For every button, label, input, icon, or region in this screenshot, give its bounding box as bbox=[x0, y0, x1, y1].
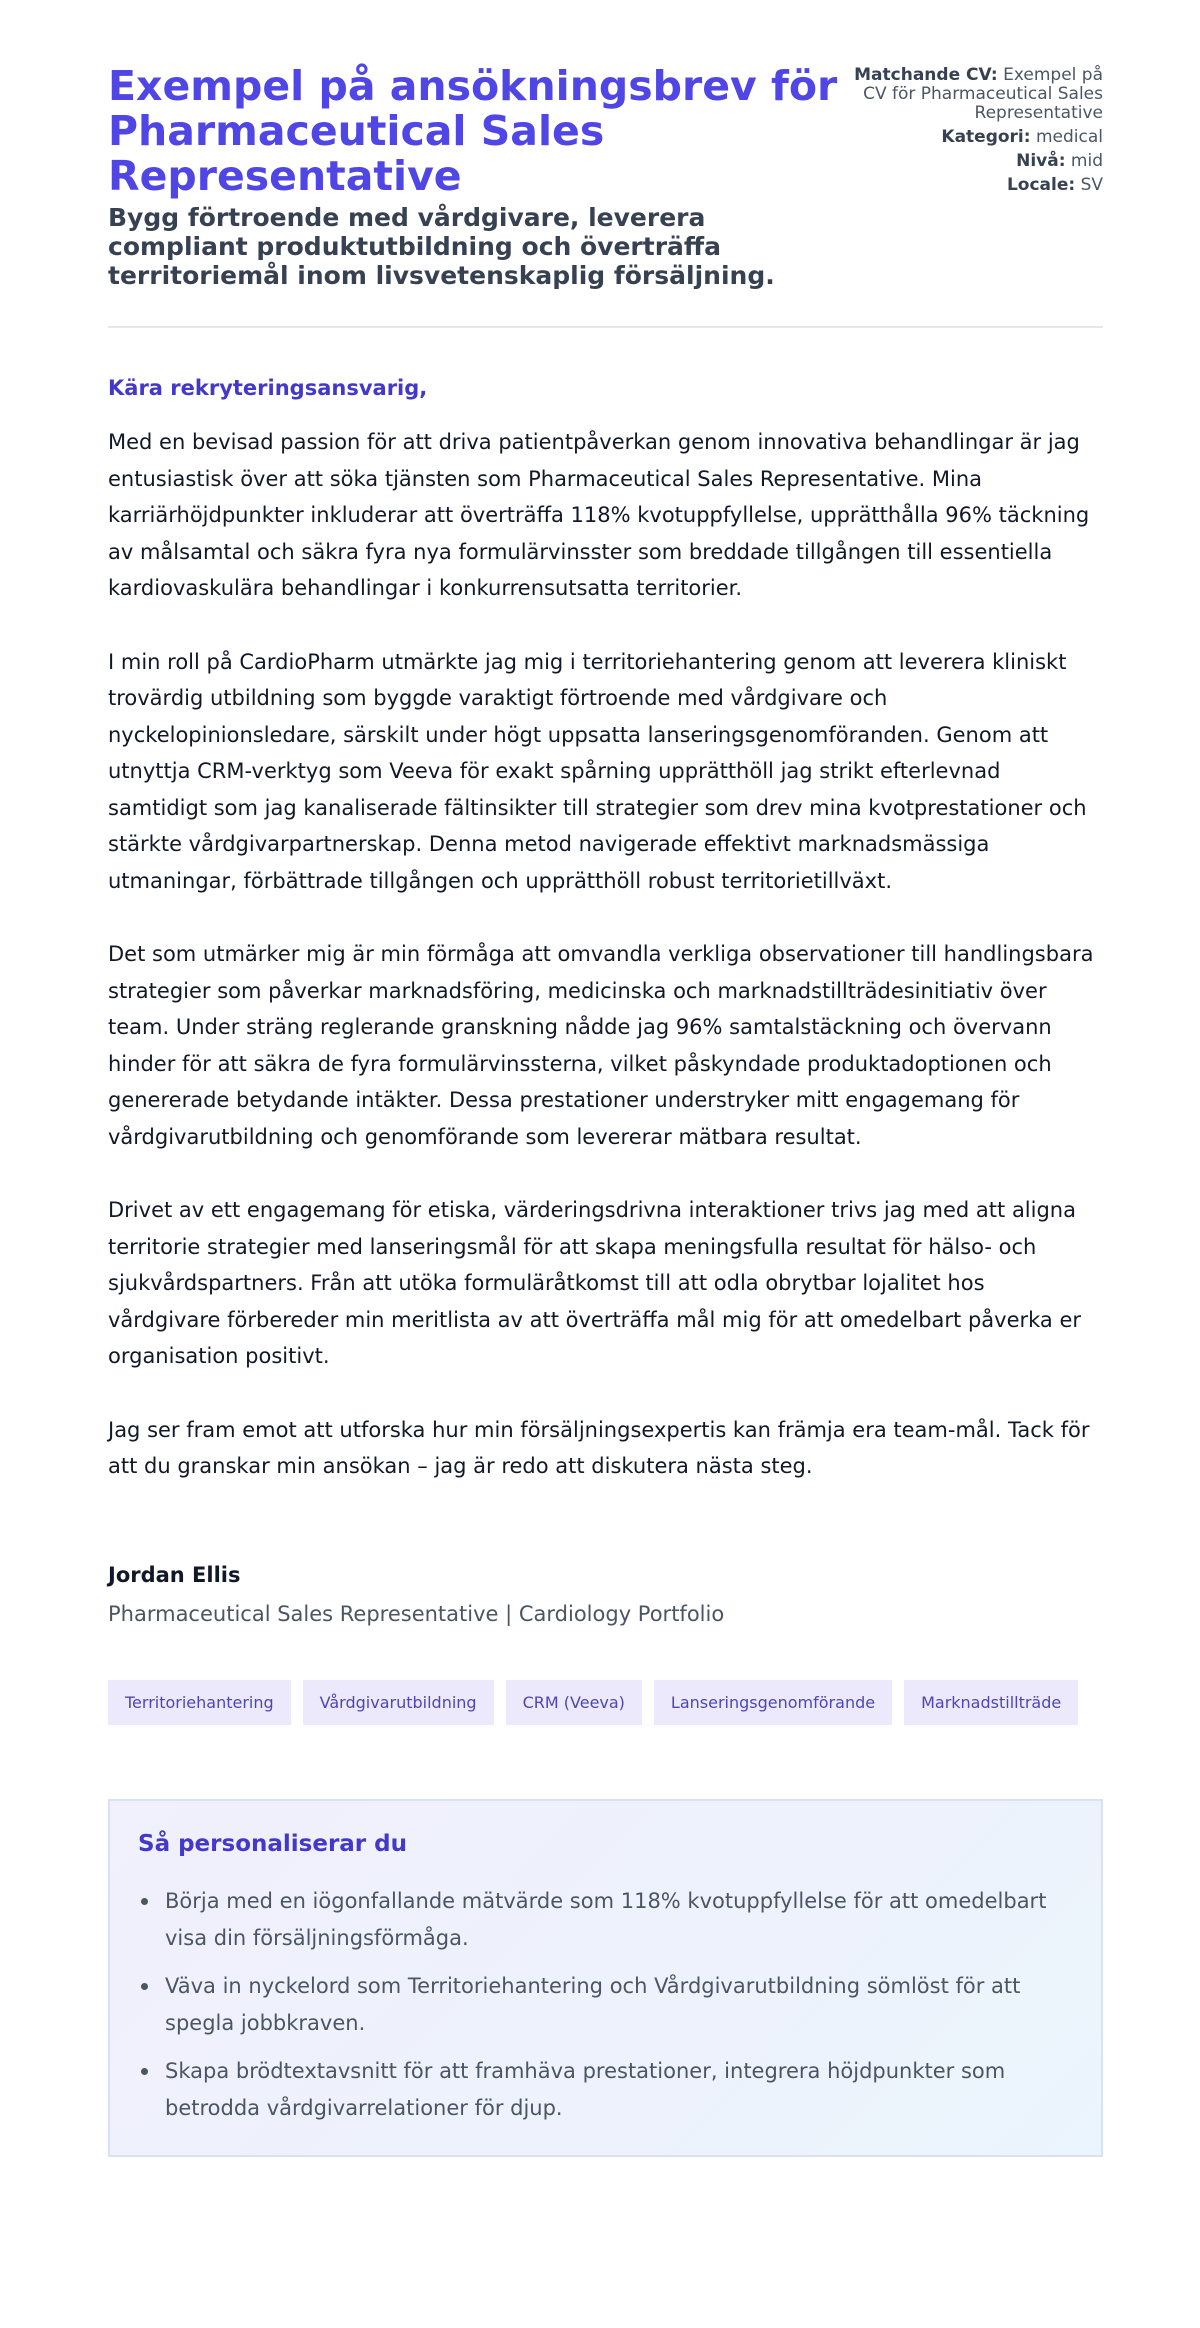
tips-item bbox=[138, 2053, 1073, 2127]
meta-category bbox=[853, 128, 1103, 147]
skill-tag[interactable]: CRM (Veeva) bbox=[506, 1680, 642, 1725]
personalization-tips bbox=[108, 1799, 1103, 2157]
meta-key: Matchande CV: bbox=[854, 65, 998, 85]
tips-item-text: Väva in nyckelord som Territoriehantering och Vårdgivarutbildning sömlöst för att spegla jobbkraven. bbox=[165, 1973, 1021, 2035]
letter-body bbox=[108, 328, 1103, 1485]
meta-value: mid bbox=[1070, 151, 1103, 171]
skill-tag[interactable]: Marknadstillträde bbox=[904, 1680, 1078, 1725]
letter-paragraph: Det som utmärker mig är min förmåga att omvandla verkliga observationer till handlingsbara strategier som påverkar marknadsföring, medicinska och marknadstillträdesinitiativ över team. Under sträng reglerande granskning nådde jag 96% samtalstäckning och övervann hinder för att säkra de fyra formulärvinssterna, vilket påskyndade produktadoptionen och genererade betydande intäkter. Dessa prestationer understryker mitt engagemang för vårdgivarutbildning och genomförande som levererar mätbara resultat. bbox=[108, 942, 1094, 1149]
letter-greeting: Kära rekryteringsansvarig, bbox=[108, 376, 428, 400]
page-header bbox=[108, 64, 1103, 328]
tips-title: Så personaliserar du bbox=[138, 1830, 407, 1857]
letter-paragraph: Drivet av ett engagemang för etiska, värderingsdrivna interaktioner trivs jag med att aligna territorie strategier med lanseringsmål för att skapa meningsfulla resultat för hälso- och sjukvårdspartners. Från att utöka formuläråtkomst till att odla obrytbar lojalitet hos vårdgivare förbereder min meritlista av att överträffa mål mig för att omedelbart påverka er organisation positivt. bbox=[108, 1198, 1082, 1368]
page-title: Exempel på ansökningsbrev för Pharmaceutical Sales Representative bbox=[108, 62, 838, 200]
bullet-icon bbox=[141, 1898, 148, 1905]
letter-paragraph: Med en bevisad passion för att driva patientpåverkan genom innovativa behandlingar är jag entusiastisk över att söka tjänsten som Pharmaceutical Sales Representative. Mina karriärhöjdpunkter inkluderar att överträffa 118% kvotuppfyllelse, upprätthålla 96% täckning av målsamtal och säkra fyra nya formulärvinsster som breddade tillgången till essentiella kardiovaskulära behandlingar i konkurrensutsatta territorier. bbox=[108, 430, 1090, 600]
signature-block bbox=[108, 1561, 1103, 1628]
page-subtitle: Bygg förtroende med vårdgivare, leverera compliant produktutbildning och överträffa territoriemål inom livsvetenskaplig försäljning. bbox=[108, 203, 775, 290]
bullet-icon bbox=[141, 2068, 148, 2075]
meta-locale bbox=[853, 176, 1103, 195]
header-titles bbox=[108, 64, 838, 290]
meta-matching-cv[interactable] bbox=[853, 66, 1103, 123]
tips-list bbox=[138, 1883, 1073, 2127]
skill-tag[interactable]: Vårdgivarutbildning bbox=[303, 1680, 494, 1725]
meta-value: SV bbox=[1080, 175, 1103, 195]
meta-value: Exempel på CV för Pharmaceutical Sales Representative bbox=[863, 65, 1103, 123]
meta-key: Locale: bbox=[1006, 175, 1076, 195]
meta-value: medical bbox=[1035, 127, 1103, 147]
signature-name: Jordan Ellis bbox=[108, 1562, 241, 1587]
letter-paragraph: Jag ser fram emot att utforska hur min försäljningsexpertis kan främja era team-mål. Tack för att du granskar min ansökan – jag är redo att diskutera nästa steg. bbox=[108, 1417, 1090, 1478]
bullet-icon bbox=[141, 1983, 148, 1990]
skill-tags bbox=[108, 1680, 1103, 1725]
skill-tag[interactable]: Lanseringsgenomförande bbox=[654, 1680, 892, 1725]
signature-role: Pharmaceutical Sales Representative | Cardiology Portfolio bbox=[108, 1601, 725, 1626]
meta-key: Nivå: bbox=[1016, 151, 1066, 171]
tips-item-text: Skapa brödtextavsnitt för att framhäva prestationer, integrera höjdpunkter som betrodda vårdgivarrelationer för djup. bbox=[165, 2058, 1006, 2120]
tips-item bbox=[138, 1883, 1073, 1957]
skill-tag[interactable]: Territoriehantering bbox=[108, 1680, 291, 1725]
tips-item bbox=[138, 1968, 1073, 2042]
letter-paragraph: I min roll på CardioPharm utmärkte jag mig i territoriehantering genom att leverera kliniskt trovärdig utbildning som byggde varaktigt förtroende med vårdgivare och nyckelopinionsledare, särskilt under högt uppsatta lanseringsgenomföranden. Genom att utnyttja CRM-verktyg som Veeva för exakt spårning upprätthöll jag strikt efterlevnad samtidigt som jag kanaliserade fältinsikter till strategier som drev mina kvotprestationer och stärkte vårdgivarpartnerskap. Denna metod navigerade effektivt marknadsmässiga utmaningar, förbättrade tillgången och upprätthöll robust territorietillväxt. bbox=[108, 649, 1087, 893]
tips-item-text: Börja med en iögonfallande mätvärde som 118% kvotuppfyllelse för att omedelbart visa din försäljningsförmåga. bbox=[165, 1888, 1047, 1950]
meta-key: Kategori: bbox=[941, 127, 1031, 147]
meta-level bbox=[853, 152, 1103, 171]
meta-info bbox=[853, 66, 1103, 200]
